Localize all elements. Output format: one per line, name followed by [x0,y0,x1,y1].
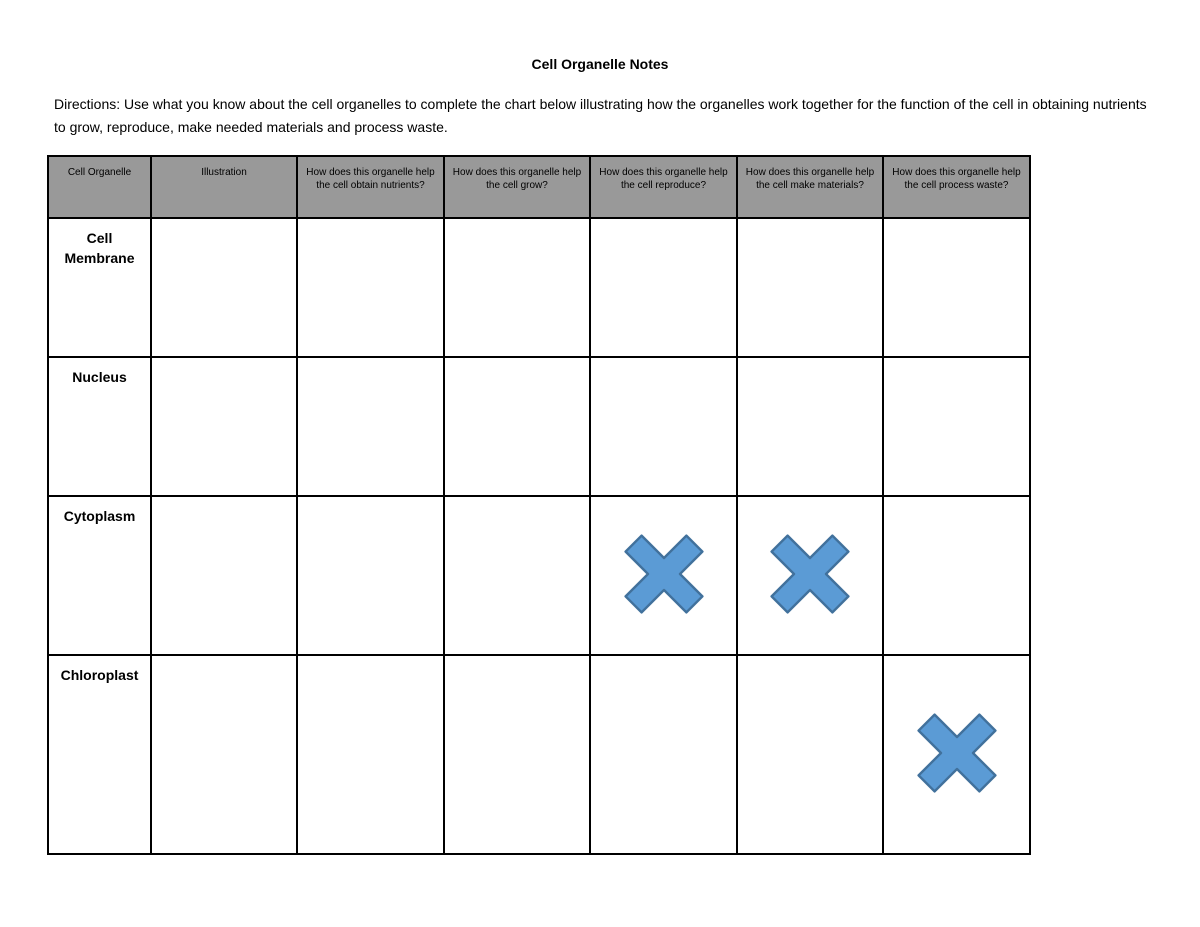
grow-cell[interactable] [444,496,590,655]
header-cell-reproduce: How does this organelle help the cell reproduce? [590,156,737,218]
row-label-cell-membrane: Cell Membrane [48,218,151,357]
table-row [48,496,1030,655]
materials-cell[interactable] [737,357,883,496]
nutrients-cell[interactable] [297,218,444,357]
reproduce-cell[interactable] [590,357,737,496]
header-cell-grow: How does this organelle help the cell grow? [444,156,590,218]
blue-x-icon [917,713,997,793]
header-cell-nutrients: How does this organelle help the cell obtain nutrients? [297,156,444,218]
grow-cell[interactable] [444,218,590,357]
nutrients-cell[interactable] [297,496,444,655]
materials-cell[interactable] [737,218,883,357]
reproduce-cell-crossed [590,496,737,655]
illustration-cell[interactable] [151,357,297,496]
materials-cell-crossed [737,496,883,655]
row-label-chloroplast: Chloroplast [48,655,151,854]
illustration-cell[interactable] [151,218,297,357]
illustration-cell[interactable] [151,655,297,854]
table-row [48,218,1030,357]
materials-cell[interactable] [737,655,883,854]
waste-cell[interactable] [883,357,1030,496]
grow-cell[interactable] [444,655,590,854]
waste-cell-crossed [883,655,1030,854]
nutrients-cell[interactable] [297,357,444,496]
reproduce-cell[interactable] [590,218,737,357]
organelle-chart [47,155,1031,855]
row-label-cytoplasm: Cytoplasm [48,496,151,655]
header-cell-organelle: Cell Organelle [48,156,151,218]
header-cell-illustration: Illustration [151,156,297,218]
header-row [48,156,1030,218]
reproduce-cell[interactable] [590,655,737,854]
nutrients-cell[interactable] [297,655,444,854]
illustration-cell[interactable] [151,496,297,655]
blue-x-icon [624,534,704,614]
header-cell-materials: How does this organelle help the cell make materials? [737,156,883,218]
header-cell-waste: How does this organelle help the cell process waste? [883,156,1030,218]
table-row [48,655,1030,854]
blue-x-icon [770,534,850,614]
table-row [48,357,1030,496]
grow-cell[interactable] [444,357,590,496]
directions-text: Directions: Use what you know about the cell organelles to complete the chart below illustrating how the organelles work together for the function of the cell in obtaining nutrients to grow, reproduce, make needed materials and process waste. [54,96,1147,135]
document-title: Cell Organelle Notes [531,56,669,72]
waste-cell[interactable] [883,496,1030,655]
waste-cell[interactable] [883,218,1030,357]
row-label-nucleus: Nucleus [48,357,151,496]
